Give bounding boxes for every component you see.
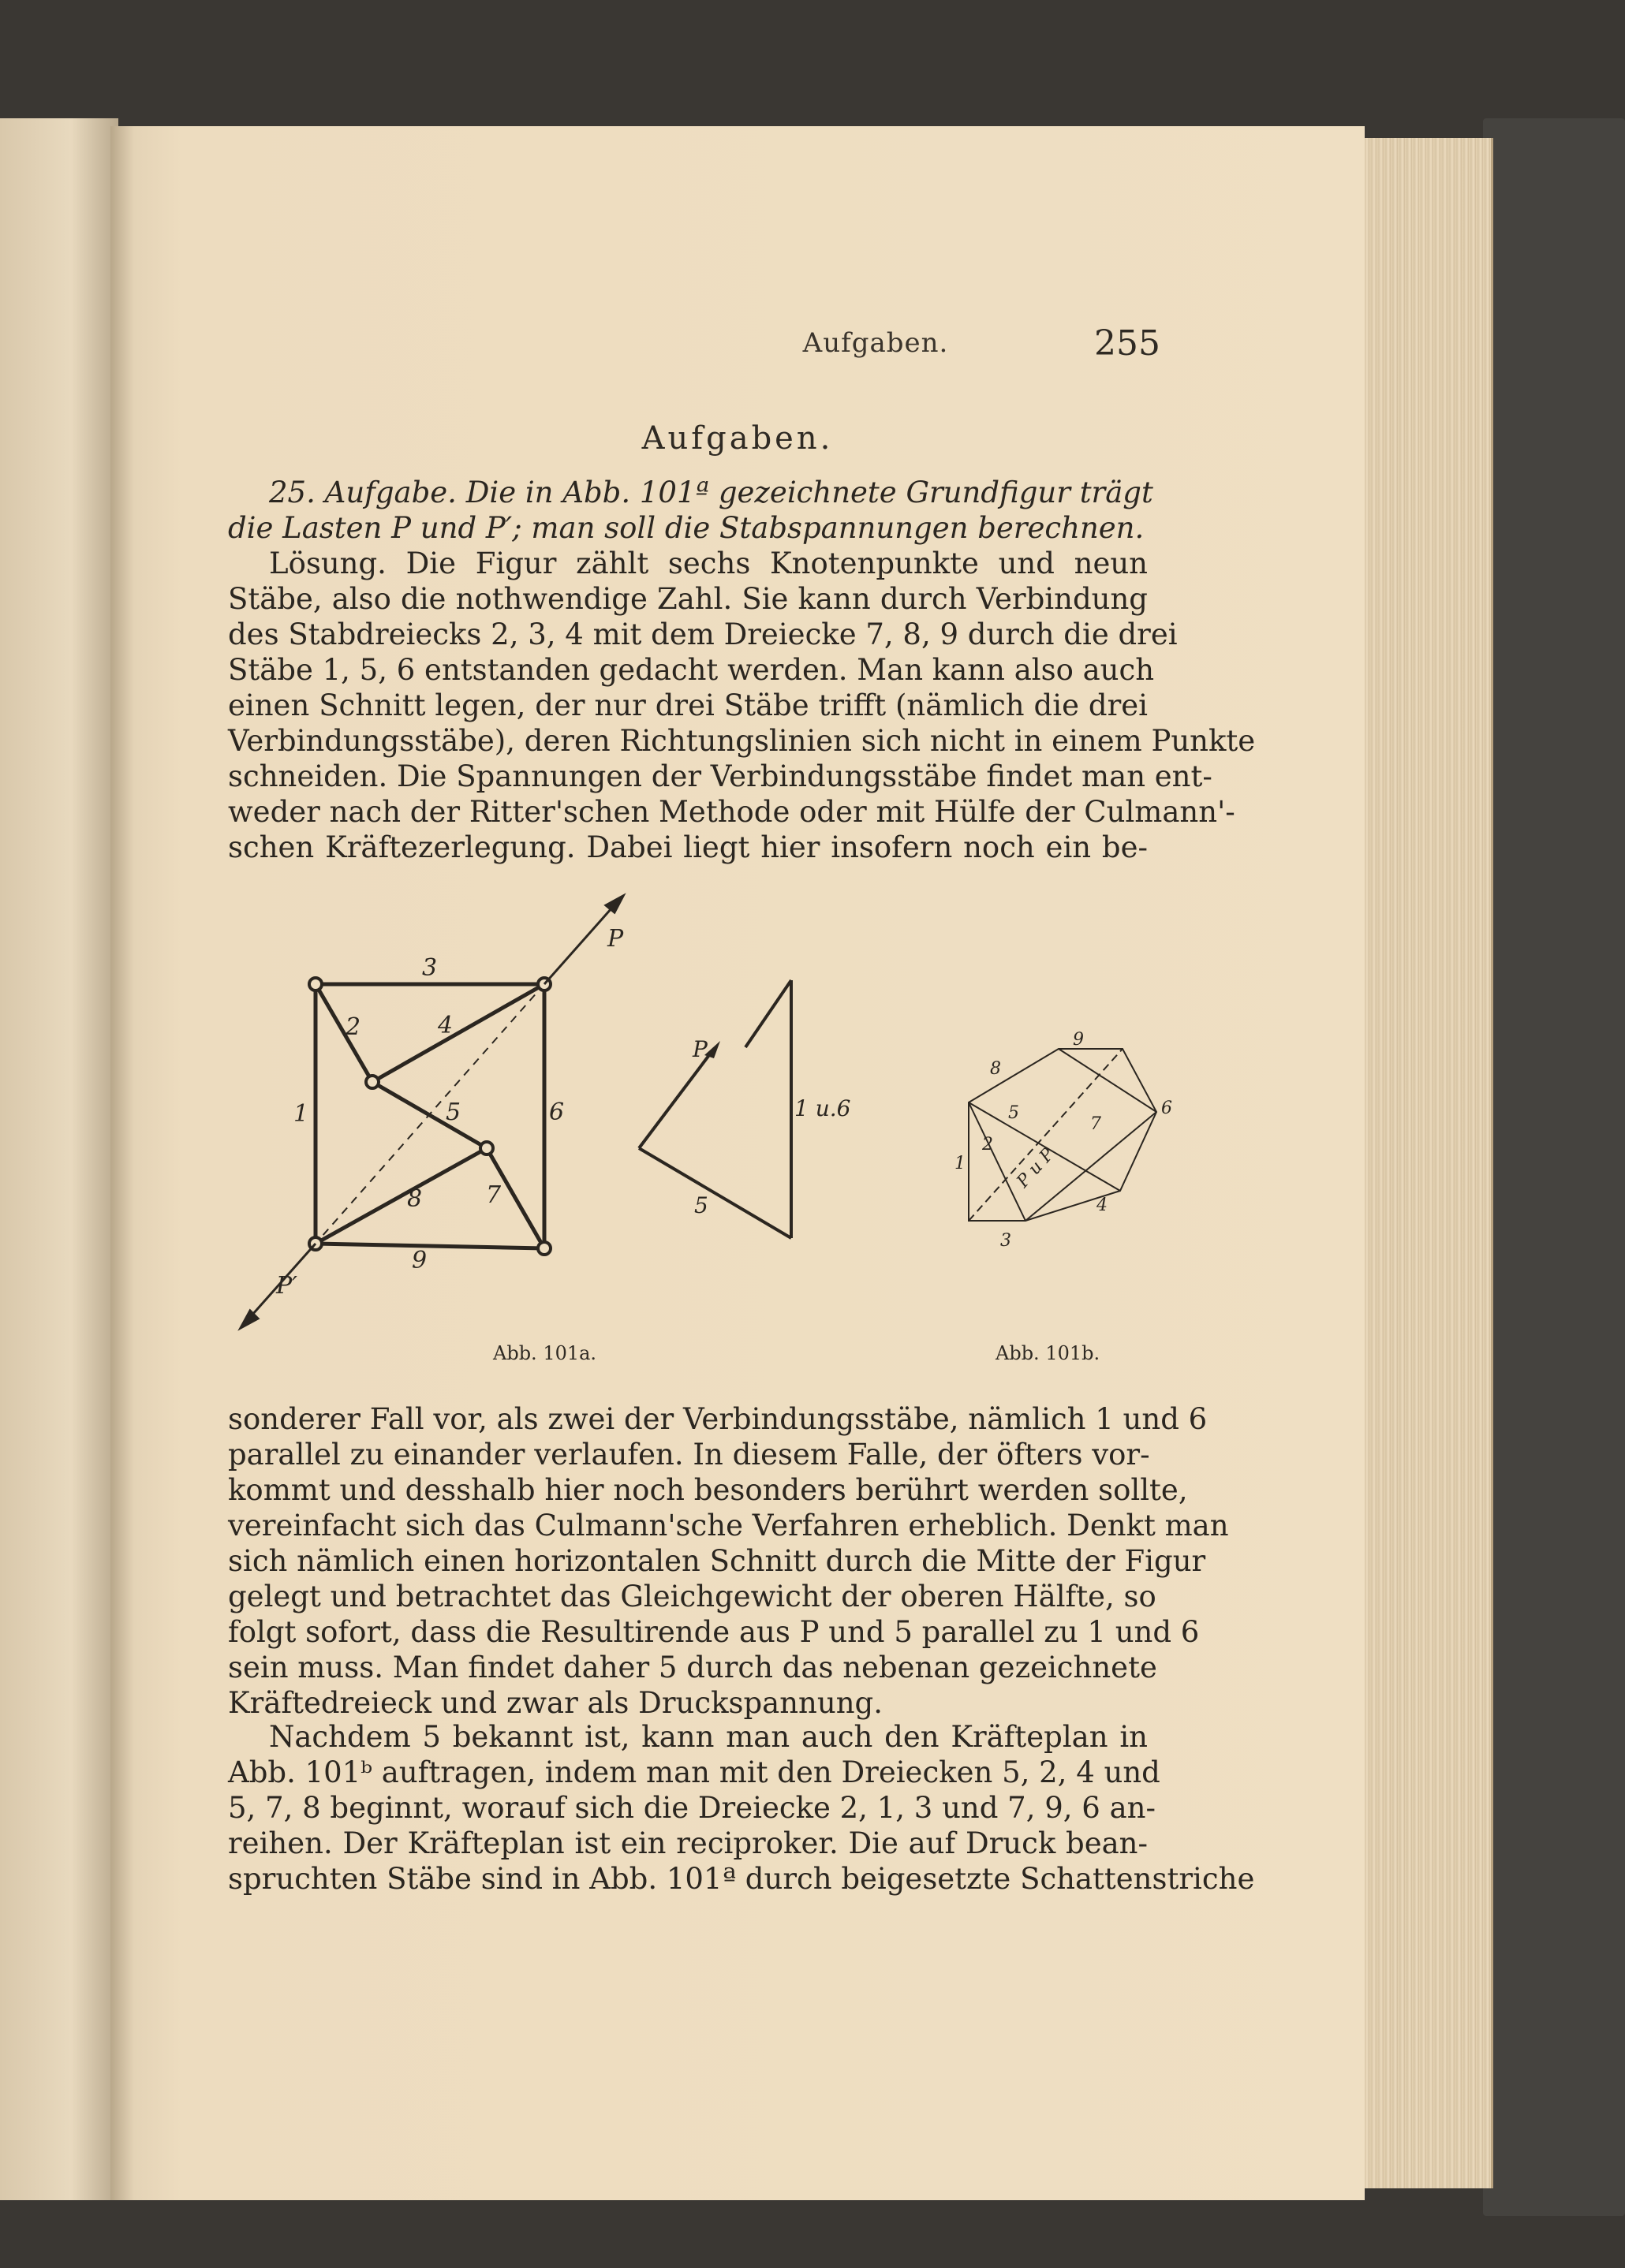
text-line: 5, 7, 8 beginnt, worauf sich die Dreiecke 2, 1, 3 und 7, 9, 6 an- — [228, 1791, 1156, 1825]
text-line: des Stabdreiecks 2, 3, 4 mit dem Dreiecke 7, 8, 9 durch die drei — [228, 617, 1178, 651]
label-p: P — [607, 925, 624, 953]
text-line: Stäbe, also die nothwendige Zahl. Sie kann durch Verbindung — [228, 582, 1148, 616]
text-line: reihen. Der Kräfteplan ist ein reciproker. Die auf Druck bean- — [228, 1826, 1148, 1860]
label-p-prime: P′ — [276, 1272, 297, 1300]
text-line: Nachdem 5 bekannt ist, kann man auch den Kräfteplan in — [269, 1720, 1148, 1754]
text-line: weder nach der Ritter'schen Methode oder mit Hülfe der Culmann'- — [228, 795, 1235, 829]
label-bar-6: 6 — [549, 1099, 565, 1126]
plan-label-8: 8 — [990, 1059, 1001, 1079]
plan-label-5: 5 — [1008, 1103, 1019, 1123]
text-line: sonderer Fall vor, als zwei der Verbindungsstäbe, nämlich 1 und 6 — [228, 1402, 1208, 1436]
text-line: Stäbe 1, 5, 6 entstanden gedacht werden. Man kann also auch — [228, 653, 1155, 687]
plan-label-6: 6 — [1161, 1099, 1172, 1118]
plan-label-3: 3 — [1000, 1231, 1011, 1251]
label-bar-3: 3 — [422, 954, 438, 982]
label-bar-9: 9 — [412, 1247, 428, 1274]
text-line: spruchten Stäbe sind in Abb. 101ª durch beigesetzte Schattenstriche — [228, 1862, 1255, 1896]
text-line: Lösung. Die Figur zählt sechs Knotenpunkte und neun — [269, 546, 1148, 580]
plan-label-1: 1 — [954, 1154, 966, 1173]
text-line: 25. Aufgabe. Die in Abb. 101ª gezeichnete Grundfigur trägt — [269, 476, 1153, 509]
section-title: Aufgaben. — [641, 420, 834, 457]
text-line: Abb. 101ᵇ auftragen, indem man mit den Dreiecken 5, 2, 4 und — [228, 1755, 1160, 1789]
plan-label-2: 2 — [982, 1135, 993, 1155]
label-bar-1: 1 — [293, 1100, 309, 1128]
text-line: folgt sofort, dass die Resultirende aus P und 5 parallel zu 1 und 6 — [228, 1615, 1200, 1649]
caption-101b: Abb. 101b. — [996, 1342, 1100, 1364]
text-line: sich nämlich einen horizontalen Schnitt durch die Mitte der Figur — [228, 1544, 1206, 1578]
label-bar-5: 5 — [446, 1099, 461, 1126]
plan-label-pwp: P u P — [1013, 1144, 1059, 1192]
text-line: parallel zu einander verlaufen. In diesem Falle, der öfters vor- — [228, 1438, 1150, 1472]
label-bar-7: 7 — [486, 1181, 502, 1209]
text-line: schen Kräftezerlegung. Dabei liegt hier insofern noch ein be- — [228, 830, 1148, 864]
plan-label-7: 7 — [1090, 1114, 1101, 1134]
page-number: 255 — [1094, 323, 1160, 364]
running-title: Aufgaben. — [802, 327, 949, 359]
text-line: Verbindungsstäbe), deren Richtungslinien sich nicht in einem Punkte — [228, 724, 1256, 758]
label-bar-8: 8 — [407, 1185, 423, 1213]
text-line: kommt und desshalb hier noch besonders berührt werden sollte, — [228, 1473, 1188, 1507]
label-bar-4: 4 — [438, 1012, 454, 1039]
plan-label-9: 9 — [1073, 1030, 1084, 1050]
triangle-label-p: P — [693, 1036, 708, 1062]
continuation-paragraph — [228, 1401, 1229, 1721]
text-line: schneiden. Die Spannungen der Verbindungsstäbe findet man ent- — [228, 759, 1212, 793]
text-line: gelegt und betrachtet das Gleichgewicht der oberen Hälfte, so — [228, 1580, 1156, 1613]
force-triangle — [639, 980, 791, 1238]
caption-101a: Abb. 101a. — [493, 1342, 597, 1364]
triangle-label-5: 5 — [694, 1192, 708, 1218]
text-line: vereinfacht sich das Culmann'sche Verfahren erheblich. Denkt man — [228, 1509, 1229, 1542]
text-line: einen Schnitt legen, der nur drei Stäbe trifft (nämlich die drei — [228, 688, 1148, 722]
final-paragraph — [228, 1719, 1255, 1897]
text-line: die Lasten P und P′; man soll die Stabspannungen berechnen. — [228, 511, 1145, 545]
plan-label-4: 4 — [1096, 1196, 1108, 1215]
text-line: sein muss. Man findet daher 5 durch das nebenan gezeichnete — [228, 1651, 1157, 1684]
text-line: Kräftedreieck und zwar als Druckspannung. — [228, 1686, 883, 1720]
triangle-label-1u6: 1 u.6 — [794, 1095, 851, 1121]
label-bar-2: 2 — [346, 1013, 361, 1041]
